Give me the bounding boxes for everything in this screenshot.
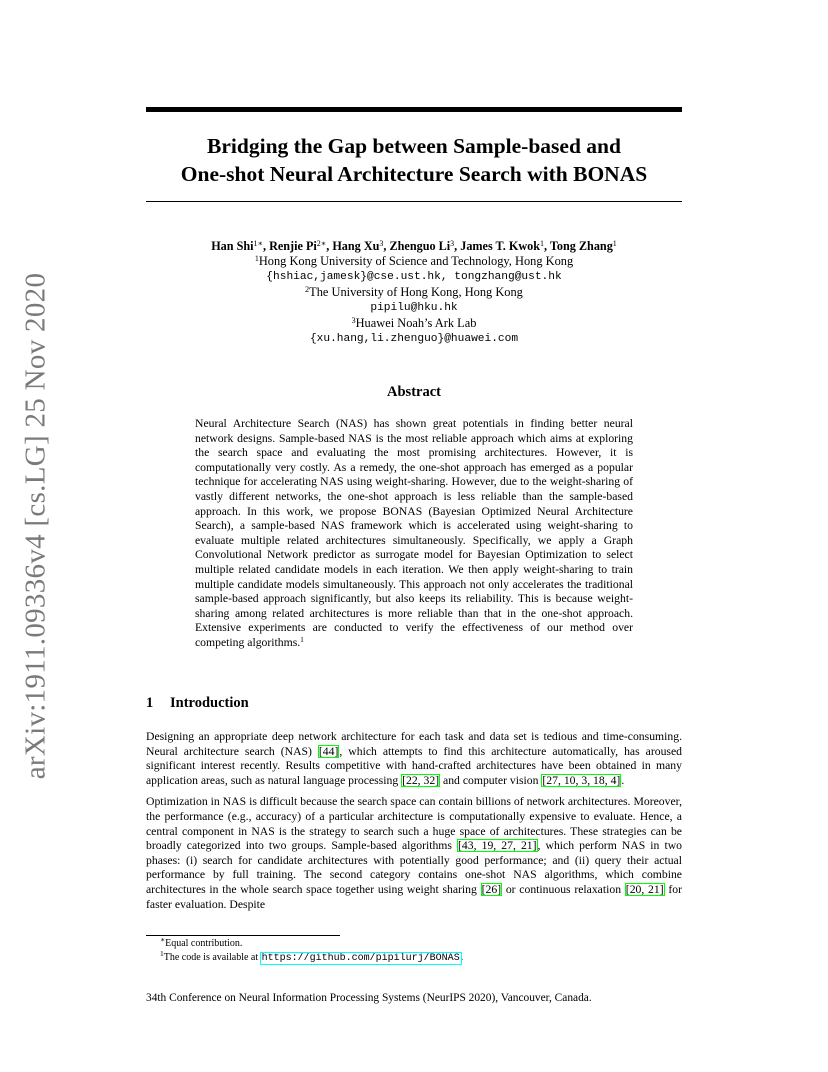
author-mark: 1 [612,239,617,248]
paper-title [146,132,682,188]
author-mark: 3 [379,239,384,248]
author-mark: 2∗ [316,239,327,248]
footnotes [160,937,680,966]
affiliation-2 [146,285,682,301]
affiliation-1 [146,254,682,270]
paragraph [146,795,682,912]
section-number: 1 [146,695,154,711]
affiliations [146,254,682,348]
author-sep: , [383,239,390,253]
author-name: Han Shi [211,239,254,253]
affiliation-mark: 2 [305,285,310,295]
footnote-end: . [460,952,464,963]
title-top-rule [146,107,682,112]
text-run: Designing an appropriate deep network architecture for each task and data set is tedious and time-consuming. Neural architecture search (NAS) [146,730,682,758]
author-sep: , [544,239,550,253]
citation-link[interactable]: [43, 19, 27, 21] [458,839,537,853]
email-2: pipilu@hku.hk [370,301,458,314]
email-3: {xu.hang,li.zhenguo}@huawei.com [309,332,519,345]
author-name: Renjie Pi [269,239,317,253]
title-bottom-rule [146,201,682,202]
author-mark: 1∗ [253,239,263,248]
footnote-1 [160,937,680,951]
introduction-body [146,730,682,919]
author-mark: 3 [450,239,455,248]
author-name: James T. Kwok [460,239,541,253]
footnote-rule [146,935,340,936]
affiliation-mark: 1 [254,254,259,263]
citation-link[interactable]: [22, 32] [402,773,440,787]
author-sep: , [454,239,461,253]
arxiv-identifier: arXiv:1911.09336v4 [cs.LG] 25 Nov 2020 [19,272,52,780]
affiliation-text: Hong Kong University of Science and Technology, Hong Kong [258,254,574,268]
title-line-2: One-shot Neural Architecture Search with BONAS [180,162,648,186]
footnote-text: Equal contribution. [165,938,243,949]
footnote-text: The code is available at [163,952,261,963]
citation-link[interactable]: [27, 10, 3, 18, 4] [542,773,621,787]
citation-link[interactable]: [44] [318,744,339,758]
citation-link[interactable]: [20, 21] [625,882,664,896]
text-run: , which attempts to find this architecture automatically, has aroused significant interest recently. Results competitive with hand-crafted architectures have been obtained in many application areas, such as natural language processing [146,744,682,787]
text-run: , which perform NAS in two phases: (i) search for candidate architectures with potentially good performance; and (ii) query their actual performance by full training. The second category contains one-shot NAS algorithms, which combine architectures in the whole search space together using weight sharing [146,839,682,896]
abstract-text [195,417,633,651]
text-run: or continuous relaxation [502,882,625,896]
author-list [146,238,682,254]
title-line-1: Bridging the Gap between Sample-based and [207,134,621,158]
author-sep: , [262,239,270,253]
footnote-ref[interactable]: 1 [300,634,304,644]
abstract-body: Neural Architecture Search (NAS) has shown great potentials in finding better neural network designs. Sample-based NAS is the most reliable approach which aims at exploring the search space and evaluating the most promising architectures. However, it is computationally very costly. As a remedy, the one-shot approach has emerged as a popular technique for accelerating NAS using weight-sharing. However, due to the weight-sharing of vastly different networks, the one-shot approach is less reliable than the sample-based approach. In this work, we propose BONAS (Bayesian Optimized Neural Architecture Search), a sample-based NAS framework which is accelerated using weight-sharing to evaluate multiple related architectures simultaneously. Specifically, we apply a Graph Convolutional Network predictor as surrogate model for Bayesian Optimization to select multiple related candidate models in each iteration. We then apply weight-sharing to train multiple candidate models simultaneously. This approach not only accelerates the traditional sample-based approach significantly, but also keeps its reliability. This is because weight-sharing among related architectures is more reliable than that in the one-shot approach. Extensive experiments are conducted to verify the effectiveness of our method over competing algorithms. [195,417,633,649]
paragraph [146,730,682,788]
section-heading [146,695,249,712]
text-run: for faster evaluation. Despite [146,882,682,911]
footnote-mark: ∗ [160,935,166,944]
text-run: and computer vision [440,773,542,787]
footnote-mark: 1 [160,949,164,958]
author-name: Zhenguo Li [389,239,451,253]
author-name: Tong Zhang [549,239,613,253]
conference-note: 34th Conference on Neural Information Processing Systems (NeurIPS 2020), Vancouver, Canada. [146,992,592,1004]
author-sep: , [326,239,333,253]
email-1: {hshiac,jamesk}@cse.ust.hk, tongzhang@ust.hk [266,270,562,283]
citation-link[interactable]: [26] [481,882,502,896]
footnote-2 [160,951,680,966]
affiliation-text: Huawei Noah’s Ark Lab [355,316,477,331]
abstract-heading: Abstract [387,384,441,400]
affiliation-mark: 3 [351,316,356,326]
author-mark: 1 [540,239,545,248]
text-run: Optimization in NAS is difficult because the search space can contain billions of network architectures. Moreover, the performance (e.g., accuracy) of a particular architecture is computationally expensive to evaluate. Hence, a central component in NAS is the strategy to search such a huge space of architectures. These strategies can be broadly categorized into two groups. Sample-based algorithms [146,795,682,853]
section-title: Introduction [170,695,249,711]
text-run: . [621,773,625,787]
code-url-link[interactable]: https://github.com/pipilurj/BONAS [261,953,460,964]
affiliation-text: The University of Hong Kong, Hong Kong [309,285,523,300]
author-name: Hang Xu [332,239,380,253]
affiliation-3 [146,316,682,332]
